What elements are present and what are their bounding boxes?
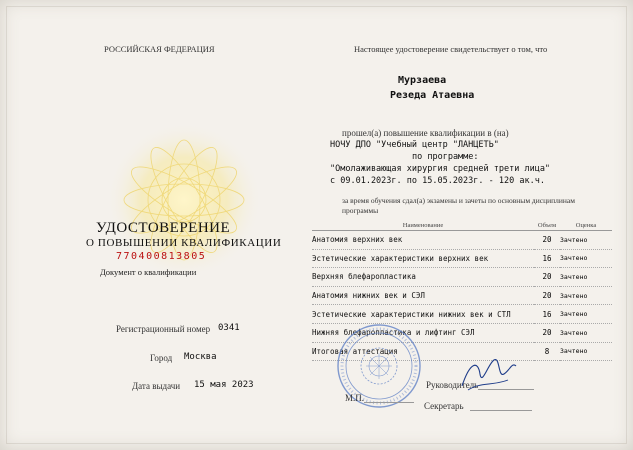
discipline-grade: Зачтено — [560, 231, 612, 250]
discipline-name: Итоговая аттестация — [312, 342, 534, 361]
secretary-signature-line — [470, 410, 532, 411]
document-type: Документ о квалификации — [100, 267, 197, 277]
discipline-hours: 16 — [534, 249, 560, 268]
discipline-hours: 20 — [534, 231, 560, 250]
discipline-grade: Зачтено — [560, 323, 612, 342]
federation-label: РОССИЙСКАЯ ФЕДЕРАЦИЯ — [104, 44, 215, 54]
table-row — [312, 305, 612, 324]
passed-training-label: прошел(а) повышение квалификации в (на) — [342, 128, 509, 138]
issue-date-value: 15 мая 2023 — [194, 380, 254, 390]
discipline-name: Анатомия нижних век и СЭЛ — [312, 286, 534, 305]
table-row — [312, 249, 612, 268]
discipline-hours: 20 — [534, 323, 560, 342]
discipline-name: Нижняя блефаропластика и лифтинг СЭЛ — [312, 323, 534, 342]
seal-line — [364, 402, 414, 403]
exams-note: за время обучения сдал(а) экзамены и зачеты по основным дисциплинам — [342, 196, 575, 205]
training-organization: НОЧУ ДПО "Учебный центр "ЛАНЦЕТЬ" — [330, 140, 499, 150]
discipline-grade: Зачтено — [560, 249, 612, 268]
certificate-subtitle: О ПОВЫШЕНИИ КВАЛИФИКАЦИИ — [86, 237, 282, 249]
table-row — [312, 231, 612, 250]
serial-number: 770400813805 — [116, 251, 207, 262]
discipline-hours: 16 — [534, 305, 560, 324]
table-row — [312, 286, 612, 305]
reg-number-label: Регистрационный номер — [116, 324, 211, 334]
holder-surname: Мурзаева — [398, 75, 447, 86]
program-label: по программе: — [412, 152, 479, 162]
city-label: Город — [150, 353, 173, 363]
column-header-volume: Объем — [534, 221, 560, 231]
discipline-grade: Зачтено — [560, 342, 612, 361]
certificate-header: Настоящее удостоверение свидетельствует о том, что — [354, 44, 548, 54]
discipline-name: Эстетические характеристики нижних век и СТЛ — [312, 305, 534, 324]
discipline-hours: 20 — [534, 286, 560, 305]
discipline-name: Эстетические характеристики верхних век — [312, 249, 534, 268]
discipline-name: Верхняя блефаропластика — [312, 268, 534, 287]
seal-label: М.П. — [345, 393, 365, 403]
issue-date-label: Дата выдачи — [132, 381, 181, 391]
reg-number-value: 0341 — [218, 323, 240, 333]
table-row — [312, 268, 612, 287]
discipline-hours: 8 — [534, 342, 560, 361]
program-title: "Омолаживающая хирургия средней трети лица" — [330, 164, 551, 174]
column-header-name: Наименование — [312, 221, 534, 231]
column-header-grade: Оценка — [560, 221, 612, 231]
holder-given-names: Резеда Атаевна — [390, 90, 475, 101]
discipline-grade: Зачтено — [560, 268, 612, 287]
discipline-hours: 20 — [534, 268, 560, 287]
exams-note-cont: программы — [342, 206, 379, 215]
discipline-grade: Зачтено — [560, 286, 612, 305]
certificate-title: УДОСТОВЕРЕНИЕ — [96, 220, 231, 236]
city-value: Москва — [184, 352, 217, 362]
discipline-name: Анатомия верхних век — [312, 231, 534, 250]
secretary-label: Секретарь — [424, 401, 464, 411]
director-label: Руководитель — [426, 380, 479, 390]
director-signature — [458, 352, 518, 396]
discipline-grade: Зачтено — [560, 305, 612, 324]
training-period: с 09.01.2023г. по 15.05.2023г. - 120 ак.ч. — [330, 176, 545, 186]
